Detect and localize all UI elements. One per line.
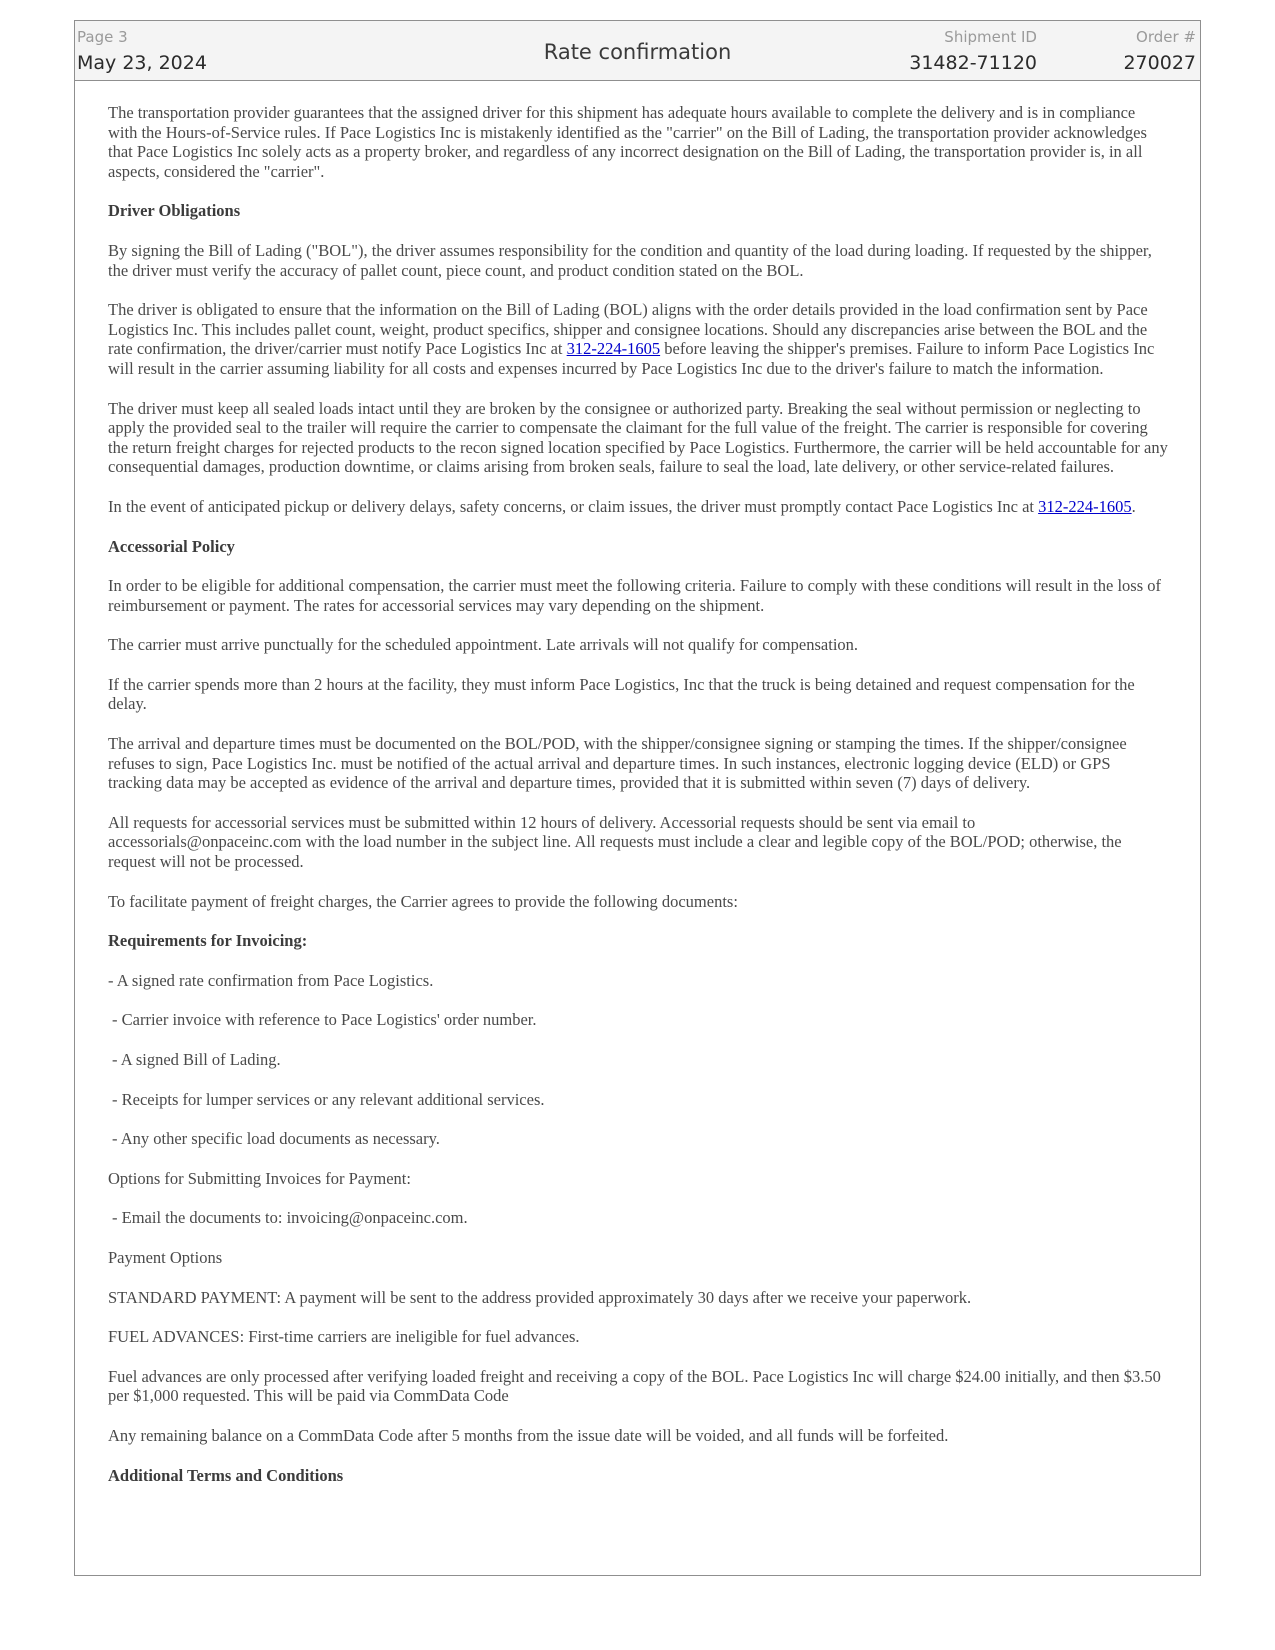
order-number-value: 270027 (1123, 52, 1196, 74)
paragraph-eligibility: In order to be eligible for additional compensation, the carrier must meet the following criteria. Failure to comply with these conditions will result in the loss of reimbursement or payment. The rates for accessorial services may vary depending on the shipment. (108, 576, 1161, 615)
paragraph-text: The driver is obligated to ensure that the information on the Bill of Lading (BOL) aligns with the order details provided in the load confirmation sent by Pace Logistics Inc. This includes pallet count, weight, product specifics, shipper and consignee locations. Should any discrepancies arise between the BOL and the rate confirmation, the driver/carrier must notify Pace Logistics Inc at (108, 300, 1148, 359)
paragraph-payment-documents: To facilitate payment of freight charges, the Carrier agrees to provide the following documents: (108, 891, 738, 911)
paragraph-bol-signing: By signing the Bill of Lading ("BOL"), the driver assumes responsibility for the condition and quantity of the load during loading. If requested by the shipper, the driver must verify the accuracy of pallet count, piece count, and product condition stated on the BOL. (108, 240, 1152, 280)
paragraph-fuel-advance-fees: Fuel advances are only processed after verifying loaded freight and receiving a copy of the BOL. Pace Logistics Inc will charge $24.00 initially, and then $3.50 per $1,000 requested. This will be paid via CommData Code (108, 1366, 1161, 1406)
order-number-label: Order # (1136, 28, 1196, 46)
paragraph-fuel-advances: FUEL ADVANCES: First-time carriers are ineligible for fuel advances. (108, 1327, 580, 1347)
paragraph-arrival-departure: The arrival and departure times must be documented on the BOL/POD, with the shipper/consignee signing or stamping the times. If the shipper/consignee refuses to sign, Pace Logistics Inc. must be notified of the actual arrival and departure times. In such instances, electronic logging device (ELD) or GPS tracking data may be accepted as evidence of the arrival and departure times, provided that it is submitted within seven (7) days of delivery. (108, 734, 1127, 793)
section-heading-invoicing: Requirements for Invoicing: (108, 931, 308, 951)
section-heading-additional-terms: Additional Terms and Conditions (108, 1465, 344, 1485)
paragraph-delays-contact (108, 497, 1168, 517)
paragraph-accessorial-requests: All requests for accessorial services must be submitted within 12 hours of delivery. Accessorial requests should be sent via email to accessorials@onpaceinc.com with the load number in the subject line. All requests must include a clear and legible copy of the BOL/POD; otherwise, the request will not be processed. (108, 812, 1122, 872)
list-item: - Carrier invoice with reference to Pace Logistics' order number. (112, 1010, 537, 1030)
paragraph-commdata-balance: Any remaining balance on a CommData Code after 5 months from the issue date will be voided, and all funds will be forfeited. (108, 1425, 949, 1445)
shipment-id-value: 31482-71120 (909, 52, 1037, 74)
list-item: - Email the documents to: invoicing@onpaceinc.com. (112, 1208, 468, 1228)
list-item: - A signed rate confirmation from Pace Logistics. (108, 970, 434, 990)
phone-link[interactable]: 312-224-1605 (566, 339, 661, 359)
document-frame (74, 20, 1201, 1576)
paragraph-sealed-loads: The driver must keep all sealed loads intact until they are broken by the consignee or authorized party. Breaking the seal without permission or neglecting to apply the provided seal to the trailer will require the carrier to compensate the claimant for the full value of the freight. The carrier is responsible for covering the return freight charges for rejected products to the recon signed location specified by Pace Logistics. Furthermore, the carrier will be held accountable for any consequential damages, production downtime, or claims arising from broken seals, failure to seal the load, late delivery, or other service-related failures. (108, 398, 1168, 477)
document-title: Rate confirmation (543, 40, 732, 64)
paragraph-bol-alignment (108, 300, 1168, 378)
phone-link[interactable]: 312-224-1605 (1038, 496, 1132, 516)
list-item: - Any other specific load documents as necessary. (112, 1129, 440, 1149)
paragraph-punctuality: The carrier must arrive punctually for the scheduled appointment. Late arrivals will not qualify for compensation. (108, 635, 859, 655)
section-heading-driver-obligations: Driver Obligations (108, 201, 241, 221)
paragraph-payment-options: Payment Options (108, 1247, 223, 1267)
shipment-id-label: Shipment ID (944, 28, 1037, 46)
page-number-label: Page 3 (77, 28, 128, 46)
paragraph-detention: If the carrier spends more than 2 hours at the facility, they must inform Pace Logistics, Inc that the truck is being detained and request compensation for the delay. (108, 674, 1135, 714)
section-heading-accessorial-policy: Accessorial Policy (108, 536, 235, 556)
list-item: - Receipts for lumper services or any relevant additional services. (112, 1089, 545, 1109)
paragraph-text: . (1131, 496, 1136, 516)
paragraph-submission-options: Options for Submitting Invoices for Payment: (108, 1168, 411, 1188)
paragraph-text: before leaving the shipper's premises. Failure to inform Pace Logistics Inc will result in the carrier assuming liability for all costs and expenses incurred by Pace Logistics Inc due to the driver's failure to match the information. (108, 339, 1155, 378)
list-item: - A signed Bill of Lading. (112, 1050, 281, 1069)
document-date: May 23, 2024 (77, 52, 207, 74)
paragraph-standard-payment: STANDARD PAYMENT: A payment will be sent to the address provided approximately 30 days after we receive your paperwork. (108, 1287, 972, 1307)
paragraph-hours-of-service: The transportation provider guarantees that the assigned driver for this shipment has adequate hours available to complete the delivery and is in compliance with the Hours-of-Service rules. If Pace Logistics Inc is mistakenly identified as the "carrier" on the Bill of Lading, the transportation provider acknowledges that Pace Logistics Inc solely acts as a property broker, and regardless of any incorrect designation on the Bill of Lading, the transportation provider is, in all aspects, considered the "carrier". (108, 103, 1147, 181)
paragraph-text: In the event of anticipated pickup or delivery delays, safety concerns, or claim issues, the driver must promptly contact Pace Logistics Inc at (108, 496, 1039, 516)
document-body (108, 103, 1168, 1505)
page-header (75, 21, 1200, 81)
